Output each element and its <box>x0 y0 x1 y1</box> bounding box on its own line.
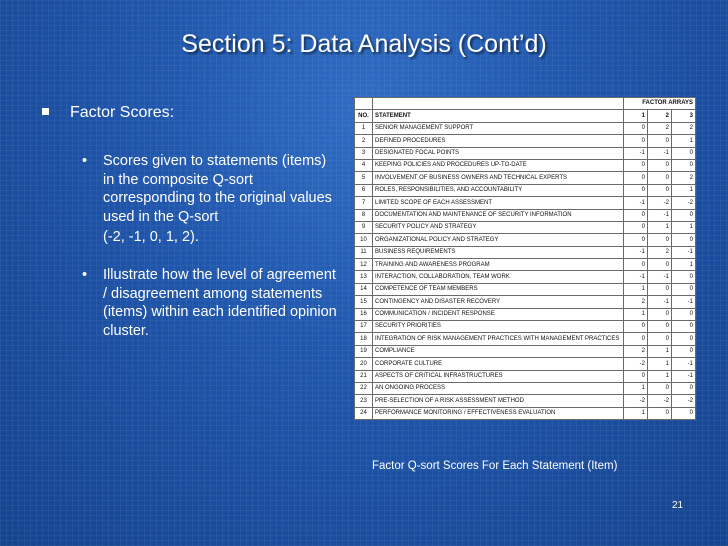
table-cell: -1 <box>624 197 648 209</box>
table-cell: 0 <box>648 159 672 171</box>
table-cell: AN ONGOING PROCESS <box>373 382 624 394</box>
round-bullet-icon: • <box>82 267 88 283</box>
table-cell: 5 <box>355 172 373 184</box>
table-cell: 0 <box>624 221 648 233</box>
table-cell: 1 <box>624 283 648 295</box>
table-cell: 1 <box>624 308 648 320</box>
table-cell: COMMUNICATION / INCIDENT RESPONSE <box>373 308 624 320</box>
table-cell: -2 <box>624 395 648 407</box>
table-cell: 0 <box>648 184 672 196</box>
table-cell: BUSINESS REQUIREMENTS <box>373 246 624 258</box>
table-cell: 0 <box>648 259 672 271</box>
table-cell: 0 <box>624 122 648 134</box>
table-cell: 0 <box>672 147 696 159</box>
table-cell: 0 <box>672 333 696 345</box>
column-header: NO. <box>355 110 373 122</box>
table-header-row <box>355 110 696 122</box>
table-cell: -1 <box>624 147 648 159</box>
table-cell: 23 <box>355 395 373 407</box>
table-row <box>355 308 696 320</box>
sub-bullet-2 <box>82 266 337 346</box>
table-cell: 0 <box>624 135 648 147</box>
page-number: 21 <box>672 500 684 511</box>
table-cell: TRAINING AND AWARENESS PROGRAM <box>373 259 624 271</box>
table-cell: INTERACTION, COLLABORATION, TEAM WORK <box>373 271 624 283</box>
table-row <box>355 395 696 407</box>
table-cell: 15 <box>355 296 373 308</box>
table-cell: -2 <box>648 395 672 407</box>
table-cell: 0 <box>672 308 696 320</box>
table-cell: 1 <box>624 407 648 419</box>
table-cell: DESIGNATED FOCAL POINTS <box>373 147 624 159</box>
table-cell: 2 <box>648 246 672 258</box>
table-row <box>355 147 696 159</box>
table-cell: 17 <box>355 321 373 333</box>
table-cell: 2 <box>648 122 672 134</box>
table-cell: 0 <box>648 382 672 394</box>
table-row <box>355 283 696 295</box>
table-cell: 19 <box>355 345 373 357</box>
table-cell: 1 <box>624 382 648 394</box>
table-cell: COMPETENCE OF TEAM MEMBERS <box>373 283 624 295</box>
table-cell: 1 <box>648 345 672 357</box>
column-header: 3 <box>672 110 696 122</box>
table-row <box>355 407 696 419</box>
table-cell: 0 <box>624 321 648 333</box>
table-cell: 0 <box>648 308 672 320</box>
column-header: 1 <box>624 110 648 122</box>
table-row <box>355 221 696 233</box>
table-cell: 24 <box>355 407 373 419</box>
table-cell: 0 <box>648 333 672 345</box>
table-cell: 12 <box>355 259 373 271</box>
sub-bullet-1 <box>82 152 332 252</box>
factor-table <box>354 97 696 420</box>
table-cell: -2 <box>648 197 672 209</box>
table-cell: 2 <box>355 135 373 147</box>
table-cell: 22 <box>355 382 373 394</box>
table-row <box>355 135 696 147</box>
table-cell: 0 <box>672 382 696 394</box>
table-cell: 0 <box>624 234 648 246</box>
table-row <box>355 345 696 357</box>
table-cell: -2 <box>624 358 648 370</box>
table-cell: -2 <box>672 395 696 407</box>
table-cell: 0 <box>648 234 672 246</box>
table-cell: 7 <box>355 197 373 209</box>
table-cell: COMPLIANCE <box>373 345 624 357</box>
table-cell: -1 <box>672 370 696 382</box>
table-row <box>355 382 696 394</box>
table-cell: LIMITED SCOPE OF EACH ASSESSMENT <box>373 197 624 209</box>
main-bullet-text: Factor Scores: <box>70 104 175 121</box>
table-cell: 0 <box>648 321 672 333</box>
table-cell: 0 <box>648 407 672 419</box>
table-cell: 4 <box>355 159 373 171</box>
table-cell: -1 <box>648 271 672 283</box>
table-cell: 16 <box>355 308 373 320</box>
table-cell: DOCUMENTATION AND MAINTENANCE OF SECURITY INFORMATION <box>373 209 624 221</box>
table-cell: 2 <box>672 122 696 134</box>
table-cell: 20 <box>355 358 373 370</box>
table-cell: 1 <box>672 135 696 147</box>
table-cell: 0 <box>624 209 648 221</box>
table-row <box>355 333 696 345</box>
factor-arrays-header: FACTOR ARRAYS <box>624 98 696 110</box>
table-cell: 18 <box>355 333 373 345</box>
table-cell <box>373 98 624 110</box>
table-cell: 0 <box>624 333 648 345</box>
table-cell: 3 <box>355 147 373 159</box>
table-cell: 9 <box>355 221 373 233</box>
table-cell: 0 <box>624 184 648 196</box>
table-cell: INVOLVEMENT OF BUSINESS OWNERS AND TECHNICAL EXPERTS <box>373 172 624 184</box>
table-cell: ASPECTS OF CRITICAL INFRASTRUCTURES <box>373 370 624 382</box>
column-header: STATEMENT <box>373 110 624 122</box>
table-cell: 0 <box>672 283 696 295</box>
round-bullet-icon: • <box>82 153 88 169</box>
table-cell: 6 <box>355 184 373 196</box>
table-cell: 0 <box>672 321 696 333</box>
table-cell: -1 <box>672 358 696 370</box>
table-cell: 0 <box>648 135 672 147</box>
table-cell: SECURITY POLICY AND STRATEGY <box>373 221 624 233</box>
table-cell: 2 <box>624 296 648 308</box>
table-cell: 0 <box>624 259 648 271</box>
sub-bullet-extra-text: (-2, -1, 0, 1, 2). <box>103 229 199 245</box>
table-cell: 13 <box>355 271 373 283</box>
table-cell: 1 <box>648 370 672 382</box>
table-cell: -1 <box>672 246 696 258</box>
table-row <box>355 122 696 134</box>
table-cell: 1 <box>672 221 696 233</box>
table-cell: ROLES, RESPONSIBILITIES, AND ACCOUNTABILITY <box>373 184 624 196</box>
table-cell: PRE-SELECTION OF A RISK ASSESSMENT METHOD <box>373 395 624 407</box>
table-cell: 1 <box>672 184 696 196</box>
table-cell: 8 <box>355 209 373 221</box>
table-cell: 0 <box>624 370 648 382</box>
table-cell: 14 <box>355 283 373 295</box>
table-row <box>355 271 696 283</box>
sub-bullet-text: Illustrate how the level of agreement / disagreement among statements (items) within each identified opinion cluster. <box>103 267 337 339</box>
table-cell: -1 <box>648 296 672 308</box>
table-row <box>355 321 696 333</box>
table-row <box>355 246 696 258</box>
table-row <box>355 197 696 209</box>
table-cell: 2 <box>672 172 696 184</box>
table-cell: KEEPING POLICIES AND PROCEDURES UP-TO-DATE <box>373 159 624 171</box>
table-cell: -2 <box>672 197 696 209</box>
table-cell: -1 <box>672 296 696 308</box>
table-row <box>355 234 696 246</box>
table-cell: 0 <box>672 271 696 283</box>
table-row <box>355 209 696 221</box>
table-cell: CONTINGENCY AND DISASTER RECOVERY <box>373 296 624 308</box>
table-cell: 0 <box>672 234 696 246</box>
table-row <box>355 172 696 184</box>
table-cell: 0 <box>672 407 696 419</box>
table-cell: 0 <box>672 209 696 221</box>
slide-title: Section 5: Data Analysis (Cont’d) <box>181 30 547 58</box>
table-cell: 0 <box>672 345 696 357</box>
table-cell: DEFINED PROCEDURES <box>373 135 624 147</box>
table-cell <box>355 98 373 110</box>
table-cell: SENIOR MANAGEMENT SUPPORT <box>373 122 624 134</box>
table-row <box>355 159 696 171</box>
table-row <box>355 370 696 382</box>
table-cell: -1 <box>648 209 672 221</box>
table-cell: -1 <box>624 271 648 283</box>
table-cell: 0 <box>624 172 648 184</box>
square-bullet-icon <box>42 108 49 115</box>
table-group-header-row <box>355 98 696 110</box>
table-cell: 1 <box>648 221 672 233</box>
table-cell: -1 <box>624 246 648 258</box>
column-header: 2 <box>648 110 672 122</box>
table-row <box>355 358 696 370</box>
table-row <box>355 184 696 196</box>
table-caption: Factor Q-sort Scores For Each Statement (Item) <box>372 460 618 472</box>
table-cell: 1 <box>648 358 672 370</box>
table-cell: 0 <box>648 172 672 184</box>
table-cell: 1 <box>672 259 696 271</box>
table-cell: 0 <box>624 159 648 171</box>
table-cell: ORGANIZATIONAL POLICY AND STRATEGY <box>373 234 624 246</box>
table-cell: 0 <box>672 159 696 171</box>
table-cell: PERFORMANCE MONITORING / EFFECTIVENESS EVALUATION <box>373 407 624 419</box>
table-cell: 1 <box>355 122 373 134</box>
table-row <box>355 259 696 271</box>
sub-bullet-text: Scores given to statements (items) in the composite Q-sort corresponding to the original values used in the Q-sort <box>103 153 332 225</box>
table-cell: 21 <box>355 370 373 382</box>
table-cell: INTEGRATION OF RISK MANAGEMENT PRACTICES WITH MANAGEMENT PRACTICES <box>373 333 624 345</box>
table-cell: 0 <box>648 283 672 295</box>
table-row <box>355 296 696 308</box>
table-cell: SECURITY PRIORITIES <box>373 321 624 333</box>
table-cell: CORPORATE CULTURE <box>373 358 624 370</box>
table-cell: 11 <box>355 246 373 258</box>
table-cell: -1 <box>648 147 672 159</box>
table-cell: 2 <box>624 345 648 357</box>
table-cell: 10 <box>355 234 373 246</box>
